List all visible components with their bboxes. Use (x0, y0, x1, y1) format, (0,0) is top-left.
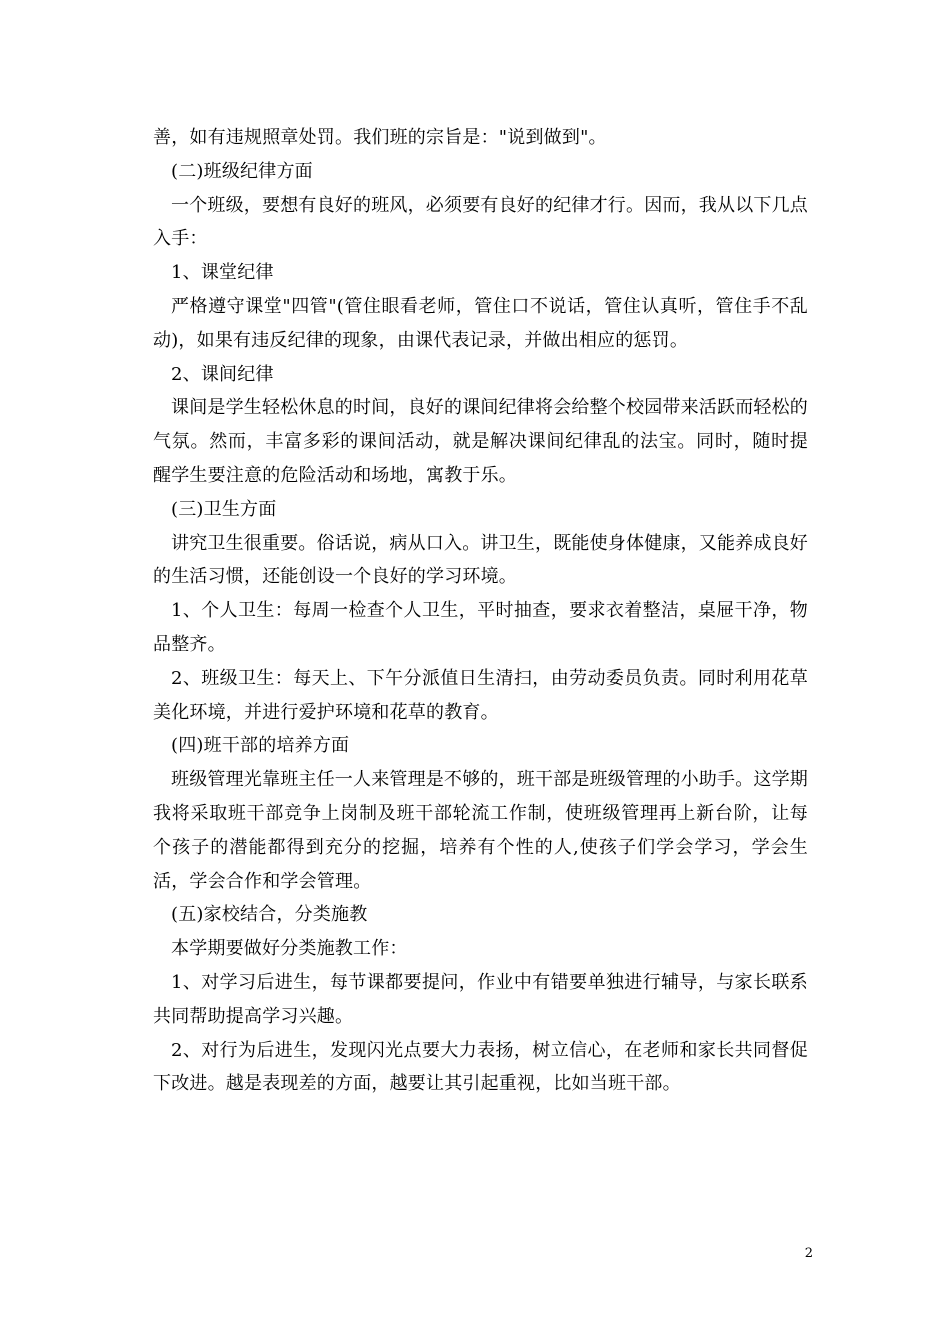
page-number: 2 (804, 1246, 813, 1261)
paragraph-class-leaders: 班级管理光靠班主任一人来管理是不够的，班干部是班级管理的小助手。这学期我将采取班干部竞争上岗制及班干部轮流工作制，使班级管理再上新台阶，让每个孩子的潜能都得到充分的挖掘，培养有个性的人,使孩子们学会学习，学会生活，学会合作和学会管理。 (153, 769, 808, 892)
section-heading-class-leaders: (四)班干部的培养方面 (171, 735, 350, 757)
paragraph-behavior-support: 2、对行为后进生，发现闪光点要大力表扬，树立信心，在老师和家长共同督促下改进。越是表现差的方面，越要让其引起重视，比如当班干部。 (153, 1039, 808, 1095)
section-heading-home-school: (五)家校结合，分类施教 (171, 904, 368, 926)
paragraph-break-discipline: 课间是学生轻松休息的时间，良好的课间纪律将会给整个校园带来活跃而轻松的气氛。然而，丰富多彩的课间活动，就是解决课间纪律乱的法宝。同时，随时提醒学生要注意的危险活动和场地，寓教于乐。 (153, 397, 808, 486)
document-body (153, 121, 808, 1101)
paragraph-learning-support: 1、对学习后进生，每节课都要提问，作业中有错要单独进行辅导，与家长联系共同帮助提高学习兴趣。 (153, 971, 808, 1027)
paragraph-personal-hygiene: 1、个人卫生：每周一检查个人卫生，平时抽查，要求衣着整洁，桌屉干净，物品整齐。 (153, 600, 808, 655)
section-heading-hygiene: (三)卫生方面 (171, 498, 277, 520)
paragraph-discipline-intro: 一个班级，要想有良好的班风，必须要有良好的纪律才行。因而，我从以下几点入手： (153, 194, 808, 250)
paragraph-home-school-intro: 本学期要做好分类施教工作： (171, 938, 408, 960)
paragraph-classroom-discipline: 严格遵守课堂"四管"(管住眼看老师，管住口不说话，管住认真听，管住手不乱动)，如果有违反纪律的现象，由课代表记录，并做出相应的惩罚。 (153, 295, 808, 351)
paragraph-hygiene-intro: 讲究卫生很重要。俗话说，病从口入。讲卫生，既能使身体健康，又能养成良好的生活习惯，还能创设一个良好的学习环境。 (153, 532, 808, 588)
subheading-break-discipline: 2、课间纪律 (171, 363, 274, 385)
section-heading-discipline: (二)班级纪律方面 (171, 160, 313, 182)
paragraph-continuation: 善，如有违规照章处罚。我们班的宗旨是："说到做到"。 (153, 127, 607, 148)
paragraph-class-hygiene: 2、班级卫生：每天上、下午分派值日生清扫，由劳动委员负责。同时利用花草美化环境，并进行爱护环境和花草的教育。 (153, 667, 808, 723)
subheading-classroom-discipline: 1、课堂纪律 (171, 262, 274, 284)
